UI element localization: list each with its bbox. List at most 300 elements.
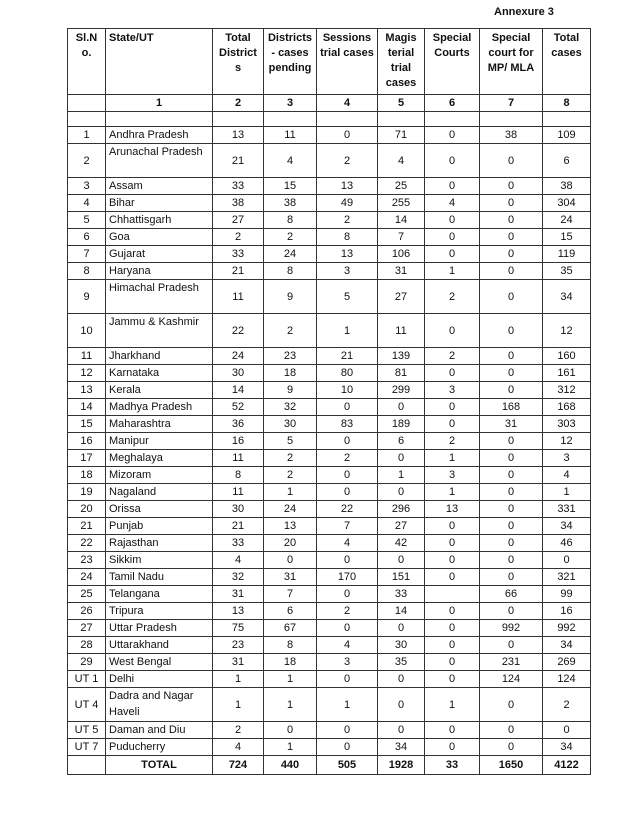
table-row (68, 229, 591, 246)
total-cases-cell: 34 (543, 739, 591, 756)
total-districts-cell: 21 (213, 263, 264, 280)
total-label: TOTAL (106, 756, 213, 775)
mp-mla-cell: 0 (480, 688, 543, 722)
table-row (68, 433, 591, 450)
special-courts-cell: 1 (425, 688, 480, 722)
blank-cell (213, 112, 264, 127)
header-magisterial: Magis terial trial cases (378, 29, 425, 95)
mp-mla-cell: 0 (480, 144, 543, 178)
total-districts-cell: 38 (213, 195, 264, 212)
table-row (68, 688, 591, 722)
mp-mla-cell: 0 (480, 501, 543, 518)
sessions-cell: 49 (317, 195, 378, 212)
header-districts-pending: Districts - cases pending (264, 29, 317, 95)
sessions-cell: 4 (317, 535, 378, 552)
districts-pending-cell: 8 (264, 263, 317, 280)
magisterial-cell: 31 (378, 263, 425, 280)
sessions-cell: 0 (317, 399, 378, 416)
total-cases-cell: 34 (543, 518, 591, 535)
sl-no-cell: 8 (68, 263, 106, 280)
blank-cell (378, 112, 425, 127)
total-districts-cell: 52 (213, 399, 264, 416)
special-courts-cell: 1 (425, 450, 480, 467)
state-cell: West Bengal (106, 654, 213, 671)
column-number: 4 (317, 95, 378, 112)
total-cases-cell: 99 (543, 586, 591, 603)
table-row (68, 620, 591, 637)
mp-mla-cell: 992 (480, 620, 543, 637)
total-districts-cell: 8 (213, 467, 264, 484)
mp-mla-cell: 124 (480, 671, 543, 688)
column-number: 5 (378, 95, 425, 112)
table-row (68, 450, 591, 467)
table-row (68, 484, 591, 501)
mp-mla-cell: 231 (480, 654, 543, 671)
magisterial-cell: 255 (378, 195, 425, 212)
special-courts-cell: 0 (425, 552, 480, 569)
mp-mla-cell: 31 (480, 416, 543, 433)
mp-mla-cell: 0 (480, 467, 543, 484)
sessions-cell: 0 (317, 484, 378, 501)
magisterial-cell: 14 (378, 212, 425, 229)
header-special-courts: Special Courts (425, 29, 480, 95)
districts-pending-cell: 2 (264, 314, 317, 348)
magisterial-cell: 14 (378, 603, 425, 620)
total-districts-cell: 33 (213, 535, 264, 552)
sl-no-cell: 16 (68, 433, 106, 450)
magisterial-cell: 33 (378, 586, 425, 603)
mp-mla-cell: 0 (480, 246, 543, 263)
mp-mla-cell: 0 (480, 535, 543, 552)
special-courts-cell: 0 (425, 739, 480, 756)
total-districts-cell: 1 (213, 688, 264, 722)
state-cell: Tripura (106, 603, 213, 620)
total-districts-cell: 30 (213, 365, 264, 382)
sl-no-cell: 9 (68, 280, 106, 314)
state-cell: Sikkim (106, 552, 213, 569)
sessions-cell: 3 (317, 263, 378, 280)
total-cases-cell: 12 (543, 433, 591, 450)
mp-mla-cell: 0 (480, 195, 543, 212)
sl-no-cell: 6 (68, 229, 106, 246)
table-row (68, 144, 591, 178)
magisterial-cell: 27 (378, 518, 425, 535)
mp-mla-cell: 0 (480, 552, 543, 569)
mp-mla-cell: 0 (480, 569, 543, 586)
districts-pending-cell: 2 (264, 450, 317, 467)
sl-no-cell: 11 (68, 348, 106, 365)
state-cell: Orissa (106, 501, 213, 518)
sl-no-cell: 2 (68, 144, 106, 178)
table-row (68, 586, 591, 603)
magisterial-cell: 35 (378, 654, 425, 671)
column-number: 6 (425, 95, 480, 112)
districts-pending-cell: 7 (264, 586, 317, 603)
total-districts-cell: 31 (213, 654, 264, 671)
sl-no-cell: UT 4 (68, 688, 106, 722)
special-courts-cell: 0 (425, 535, 480, 552)
magisterial-cell: 7 (378, 229, 425, 246)
special-courts-cell: 0 (425, 178, 480, 195)
table-row (68, 178, 591, 195)
total-pending-value: 440 (264, 756, 317, 775)
blank-cell (106, 112, 213, 127)
sl-no-cell: UT 1 (68, 671, 106, 688)
column-number: 3 (264, 95, 317, 112)
total-cases-cell: 992 (543, 620, 591, 637)
sl-no-cell: 4 (68, 195, 106, 212)
special-courts-cell: 13 (425, 501, 480, 518)
column-number: 1 (106, 95, 213, 112)
state-cell: Bihar (106, 195, 213, 212)
sessions-cell: 10 (317, 382, 378, 399)
column-number: 7 (480, 95, 543, 112)
magisterial-cell: 296 (378, 501, 425, 518)
magisterial-cell: 299 (378, 382, 425, 399)
table-row (68, 654, 591, 671)
table-row (68, 603, 591, 620)
sessions-cell: 0 (317, 127, 378, 144)
magisterial-cell: 0 (378, 450, 425, 467)
districts-pending-cell: 1 (264, 688, 317, 722)
table-row (68, 399, 591, 416)
magisterial-cell: 71 (378, 127, 425, 144)
total-districts-cell: 1 (213, 671, 264, 688)
special-courts-cell: 0 (425, 620, 480, 637)
districts-pending-cell: 1 (264, 671, 317, 688)
state-cell: Tamil Nadu (106, 569, 213, 586)
special-courts-cell: 0 (425, 416, 480, 433)
districts-pending-cell: 24 (264, 246, 317, 263)
magisterial-cell: 0 (378, 722, 425, 739)
mp-mla-cell: 0 (480, 450, 543, 467)
total-cases-cell: 161 (543, 365, 591, 382)
table-row (68, 416, 591, 433)
mp-mla-cell: 0 (480, 178, 543, 195)
total-cases-cell: 34 (543, 637, 591, 654)
table-row (68, 535, 591, 552)
magisterial-cell: 0 (378, 688, 425, 722)
total-cases-cell: 6 (543, 144, 591, 178)
total-cases-cell: 119 (543, 246, 591, 263)
state-cell: Rajasthan (106, 535, 213, 552)
header-total-cases: Total cases (543, 29, 591, 95)
special-courts-cell: 0 (425, 603, 480, 620)
state-cell: Jammu & Kashmir (106, 314, 213, 348)
total-cases-cell: 15 (543, 229, 591, 246)
total-districts-cell: 21 (213, 144, 264, 178)
total-cases-cell: 0 (543, 552, 591, 569)
column-number: 8 (543, 95, 591, 112)
sessions-cell: 2 (317, 212, 378, 229)
magisterial-cell: 81 (378, 365, 425, 382)
magisterial-cell: 0 (378, 620, 425, 637)
state-cell: Manipur (106, 433, 213, 450)
special-courts-cell: 1 (425, 484, 480, 501)
total-districts-cell: 21 (213, 518, 264, 535)
sessions-cell: 0 (317, 620, 378, 637)
total-districts-cell: 2 (213, 722, 264, 739)
special-courts-cell: 0 (425, 569, 480, 586)
total-cases-cell: 160 (543, 348, 591, 365)
total-districts-cell: 33 (213, 178, 264, 195)
magisterial-cell: 6 (378, 433, 425, 450)
mp-mla-cell: 168 (480, 399, 543, 416)
table-row (68, 518, 591, 535)
districts-pending-cell: 11 (264, 127, 317, 144)
total-cases-cell: 0 (543, 722, 591, 739)
districts-pending-cell: 30 (264, 416, 317, 433)
magisterial-cell: 0 (378, 399, 425, 416)
total-districts-cell: 22 (213, 314, 264, 348)
state-cell: Dadra and Nagar Haveli (106, 688, 213, 722)
sl-no-cell: 23 (68, 552, 106, 569)
table-row (68, 348, 591, 365)
sl-no-cell: 15 (68, 416, 106, 433)
mp-mla-cell: 0 (480, 280, 543, 314)
state-cell: Delhi (106, 671, 213, 688)
total-cases-cell: 34 (543, 280, 591, 314)
total-districts-cell: 32 (213, 569, 264, 586)
districts-pending-cell: 0 (264, 552, 317, 569)
header-mp-mla: Special court for MP/ MLA (480, 29, 543, 95)
state-cell: Goa (106, 229, 213, 246)
sessions-cell: 170 (317, 569, 378, 586)
total-cases-cell: 3 (543, 450, 591, 467)
state-cell: Uttarakhand (106, 637, 213, 654)
magisterial-cell: 0 (378, 671, 425, 688)
sessions-cell: 0 (317, 552, 378, 569)
total-districts-cell: 16 (213, 433, 264, 450)
total-cases-cell: 2 (543, 688, 591, 722)
sl-no-cell: 22 (68, 535, 106, 552)
total-special-courts-value: 33 (425, 756, 480, 775)
table-row (68, 127, 591, 144)
table-row (68, 671, 591, 688)
sl-no-cell: 19 (68, 484, 106, 501)
state-cell: Maharashtra (106, 416, 213, 433)
total-districts-cell: 75 (213, 620, 264, 637)
sessions-cell: 22 (317, 501, 378, 518)
state-cell: Assam (106, 178, 213, 195)
state-cell: Madhya Pradesh (106, 399, 213, 416)
table-row (68, 552, 591, 569)
sessions-cell: 2 (317, 450, 378, 467)
districts-pending-cell: 4 (264, 144, 317, 178)
special-courts-cell: 2 (425, 348, 480, 365)
districts-pending-cell: 32 (264, 399, 317, 416)
special-courts-cell: 2 (425, 433, 480, 450)
sessions-cell: 0 (317, 722, 378, 739)
sessions-cell: 3 (317, 654, 378, 671)
state-cell: Mizoram (106, 467, 213, 484)
total-cases-cell: 109 (543, 127, 591, 144)
total-cases-value: 4122 (543, 756, 591, 775)
total-districts-cell: 31 (213, 586, 264, 603)
magisterial-cell: 151 (378, 569, 425, 586)
magisterial-cell: 30 (378, 637, 425, 654)
header-total-districts: Total District s (213, 29, 264, 95)
state-cell: Jharkhand (106, 348, 213, 365)
districts-pending-cell: 18 (264, 365, 317, 382)
districts-pending-cell: 5 (264, 433, 317, 450)
districts-pending-cell: 20 (264, 535, 317, 552)
sessions-cell: 0 (317, 671, 378, 688)
sl-no-cell: UT 7 (68, 739, 106, 756)
total-cases-cell: 24 (543, 212, 591, 229)
districts-pending-cell: 38 (264, 195, 317, 212)
magisterial-cell: 106 (378, 246, 425, 263)
column-number-row (68, 95, 591, 112)
districts-pending-cell: 18 (264, 654, 317, 671)
sl-no-cell: 10 (68, 314, 106, 348)
districts-pending-cell: 24 (264, 501, 317, 518)
districts-pending-cell: 1 (264, 739, 317, 756)
districts-pending-cell: 13 (264, 518, 317, 535)
mp-mla-cell: 0 (480, 433, 543, 450)
column-number (68, 95, 106, 112)
mp-mla-cell: 0 (480, 722, 543, 739)
table-body (68, 95, 591, 756)
sessions-cell: 13 (317, 178, 378, 195)
table-row (68, 246, 591, 263)
sl-no-cell: 25 (68, 586, 106, 603)
table-row (68, 569, 591, 586)
total-cases-cell: 38 (543, 178, 591, 195)
total-cases-cell: 35 (543, 263, 591, 280)
magisterial-cell: 25 (378, 178, 425, 195)
special-courts-cell: 0 (425, 722, 480, 739)
header-state: State/UT (106, 29, 213, 95)
sessions-cell: 1 (317, 688, 378, 722)
special-courts-cell: 0 (425, 399, 480, 416)
total-districts-cell: 4 (213, 552, 264, 569)
special-courts-cell: 0 (425, 229, 480, 246)
sessions-cell: 21 (317, 348, 378, 365)
total-districts-cell: 4 (213, 739, 264, 756)
sl-no-cell: 27 (68, 620, 106, 637)
table-row (68, 382, 591, 399)
total-row (68, 756, 591, 775)
total-districts-cell: 14 (213, 382, 264, 399)
special-courts-cell: 0 (425, 365, 480, 382)
magisterial-cell: 4 (378, 144, 425, 178)
total-districts-cell: 11 (213, 450, 264, 467)
special-courts-cell (425, 586, 480, 603)
total-cases-cell: 168 (543, 399, 591, 416)
mp-mla-cell: 0 (480, 518, 543, 535)
state-cell: Meghalaya (106, 450, 213, 467)
state-cell: Nagaland (106, 484, 213, 501)
sessions-cell: 83 (317, 416, 378, 433)
special-courts-cell: 1 (425, 263, 480, 280)
sl-no-cell: 20 (68, 501, 106, 518)
sl-no-cell: 29 (68, 654, 106, 671)
sl-no-cell: 18 (68, 467, 106, 484)
districts-pending-cell: 31 (264, 569, 317, 586)
districts-pending-cell: 8 (264, 212, 317, 229)
table-row (68, 501, 591, 518)
table-row (68, 467, 591, 484)
state-cell: Arunachal Pradesh (106, 144, 213, 178)
total-districts-cell: 11 (213, 484, 264, 501)
sessions-cell: 1 (317, 314, 378, 348)
total-sl-cell (68, 756, 106, 775)
sessions-cell: 0 (317, 586, 378, 603)
total-cases-cell: 4 (543, 467, 591, 484)
sl-no-cell: 12 (68, 365, 106, 382)
districts-pending-cell: 9 (264, 280, 317, 314)
header-sl-no: Sl.N o. (68, 29, 106, 95)
mp-mla-cell: 0 (480, 263, 543, 280)
special-courts-cell: 3 (425, 382, 480, 399)
sl-no-cell: 7 (68, 246, 106, 263)
sessions-cell: 7 (317, 518, 378, 535)
table-row (68, 212, 591, 229)
total-cases-cell: 321 (543, 569, 591, 586)
sessions-cell: 0 (317, 739, 378, 756)
blank-cell (480, 112, 543, 127)
sessions-cell: 4 (317, 637, 378, 654)
state-cell: Daman and Diu (106, 722, 213, 739)
header-sessions: Sessions trial cases (317, 29, 378, 95)
total-districts-cell: 24 (213, 348, 264, 365)
special-courts-cell: 0 (425, 654, 480, 671)
total-districts-cell: 27 (213, 212, 264, 229)
sl-no-cell: 3 (68, 178, 106, 195)
blank-row (68, 112, 591, 127)
magisterial-cell: 34 (378, 739, 425, 756)
total-cases-cell: 331 (543, 501, 591, 518)
header-row (68, 29, 591, 95)
mp-mla-cell: 0 (480, 348, 543, 365)
total-cases-cell: 303 (543, 416, 591, 433)
sl-no-cell: UT 5 (68, 722, 106, 739)
blank-cell (317, 112, 378, 127)
blank-cell (543, 112, 591, 127)
state-cell: Chhattisgarh (106, 212, 213, 229)
mp-mla-cell: 0 (480, 229, 543, 246)
total-districts-cell: 33 (213, 246, 264, 263)
magisterial-cell: 1 (378, 467, 425, 484)
districts-pending-cell: 2 (264, 229, 317, 246)
mp-mla-cell: 0 (480, 484, 543, 501)
sl-no-cell: 24 (68, 569, 106, 586)
total-districts-cell: 30 (213, 501, 264, 518)
magisterial-cell: 27 (378, 280, 425, 314)
total-districts-cell: 2 (213, 229, 264, 246)
state-cell: Haryana (106, 263, 213, 280)
mp-mla-cell: 0 (480, 739, 543, 756)
state-cell: Karnataka (106, 365, 213, 382)
mp-mla-cell: 0 (480, 212, 543, 229)
total-cases-cell: 1 (543, 484, 591, 501)
total-cases-cell: 12 (543, 314, 591, 348)
table-row (68, 195, 591, 212)
total-districts-value: 724 (213, 756, 264, 775)
special-courts-cell: 3 (425, 467, 480, 484)
table-row (68, 280, 591, 314)
total-districts-cell: 13 (213, 603, 264, 620)
total-mp-mla-value: 1650 (480, 756, 543, 775)
districts-pending-cell: 1 (264, 484, 317, 501)
special-courts-cell: 0 (425, 518, 480, 535)
sessions-cell: 0 (317, 467, 378, 484)
state-cell: Kerala (106, 382, 213, 399)
sessions-cell: 2 (317, 144, 378, 178)
state-cell: Punjab (106, 518, 213, 535)
annexure-label: Annexure 3 (494, 6, 554, 18)
